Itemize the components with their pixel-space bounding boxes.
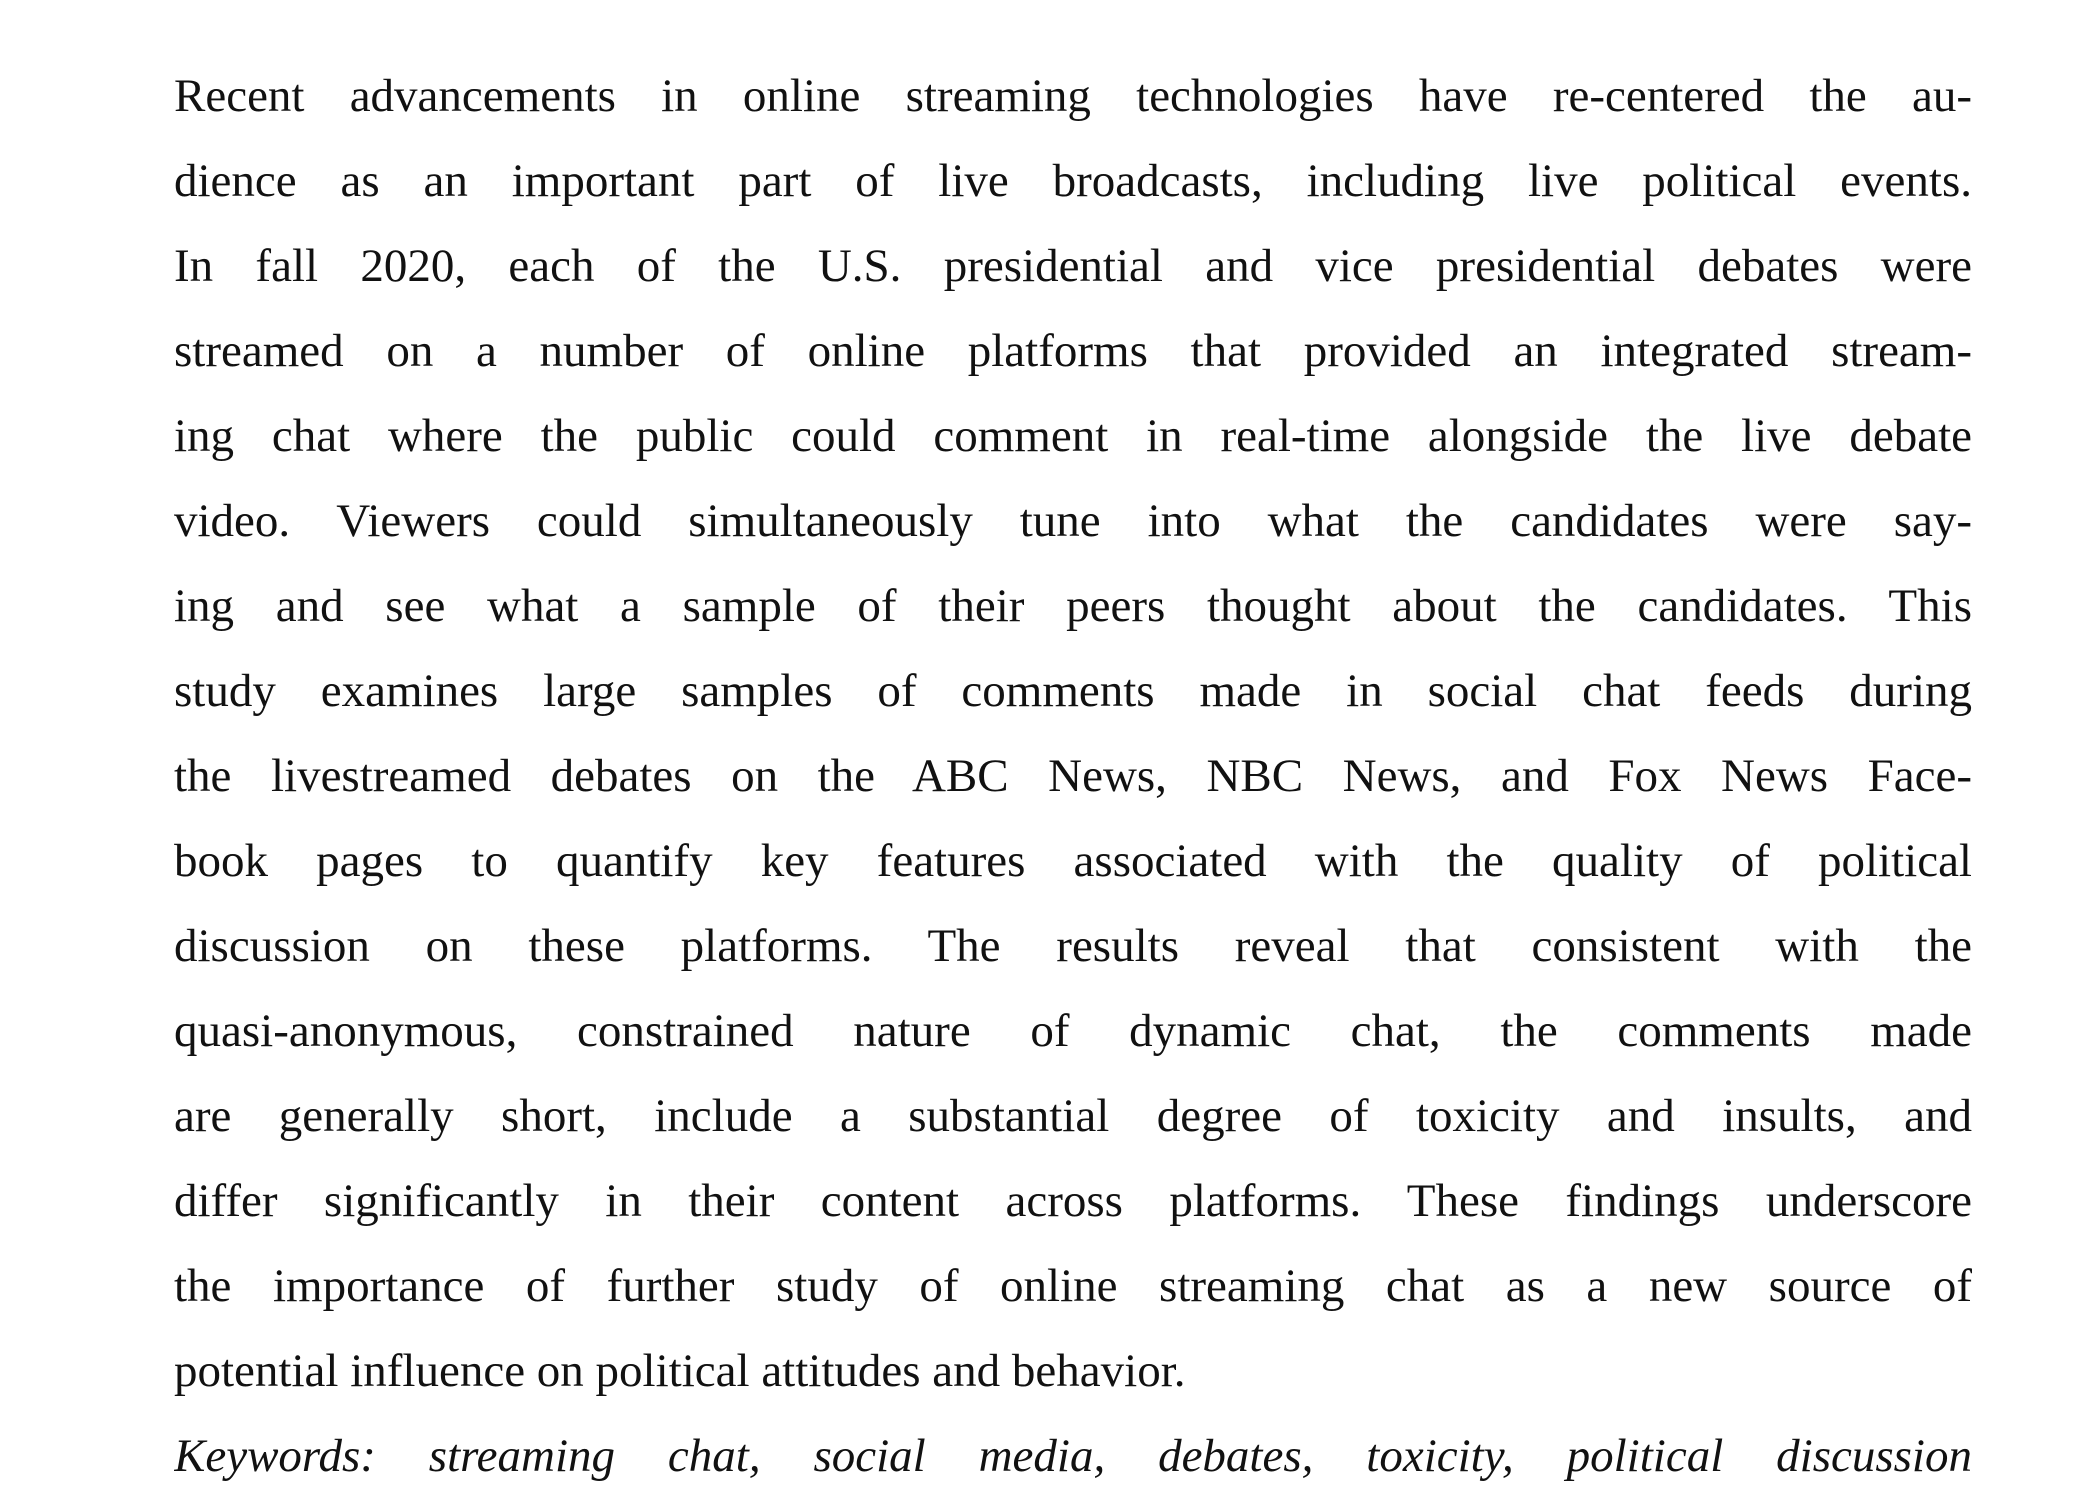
abstract-line: the importance of further study of online streaming chat as a new source of [174,1260,1972,1312]
abstract-line: ing and see what a sample of their peers thought about the candidates. This [174,580,1972,632]
abstract-line: are generally short, include a substantial degree of toxicity and insults, and [174,1090,1972,1142]
abstract-line: study examines large samples of comments made in social chat feeds during [174,665,1972,717]
abstract-line: Recent advancements in online streaming technologies have re-centered the au- [174,70,1972,122]
keywords-line: Keywords: streaming chat, social media, debates, toxicity, political discussion [174,1430,1972,1482]
abstract-line: quasi-anonymous, constrained nature of dynamic chat, the comments made [174,1005,1972,1057]
abstract-page [174,54,1972,1499]
abstract-line: differ significantly in their content across platforms. These findings underscore [174,1175,1972,1227]
abstract-line: video. Viewers could simultaneously tune into what the candidates were say- [174,495,1972,547]
abstract-line: discussion on these platforms. The results reveal that consistent with the [174,920,1972,972]
abstract-line: dience as an important part of live broadcasts, including live political events. [174,155,1972,207]
abstract-line: In fall 2020, each of the U.S. presidential and vice presidential debates were [174,240,1972,292]
abstract-line: ing chat where the public could comment in real-time alongside the live debate [174,410,1972,462]
abstract-paragraph [174,54,1972,1414]
abstract-line: book pages to quantify key features associated with the quality of political [174,835,1972,887]
abstract-line: streamed on a number of online platforms that provided an integrated stream- [174,325,1972,377]
abstract-line: potential influence on political attitudes and behavior. [174,1345,1186,1397]
abstract-line: the livestreamed debates on the ABC News, NBC News, and Fox News Face- [174,750,1972,802]
